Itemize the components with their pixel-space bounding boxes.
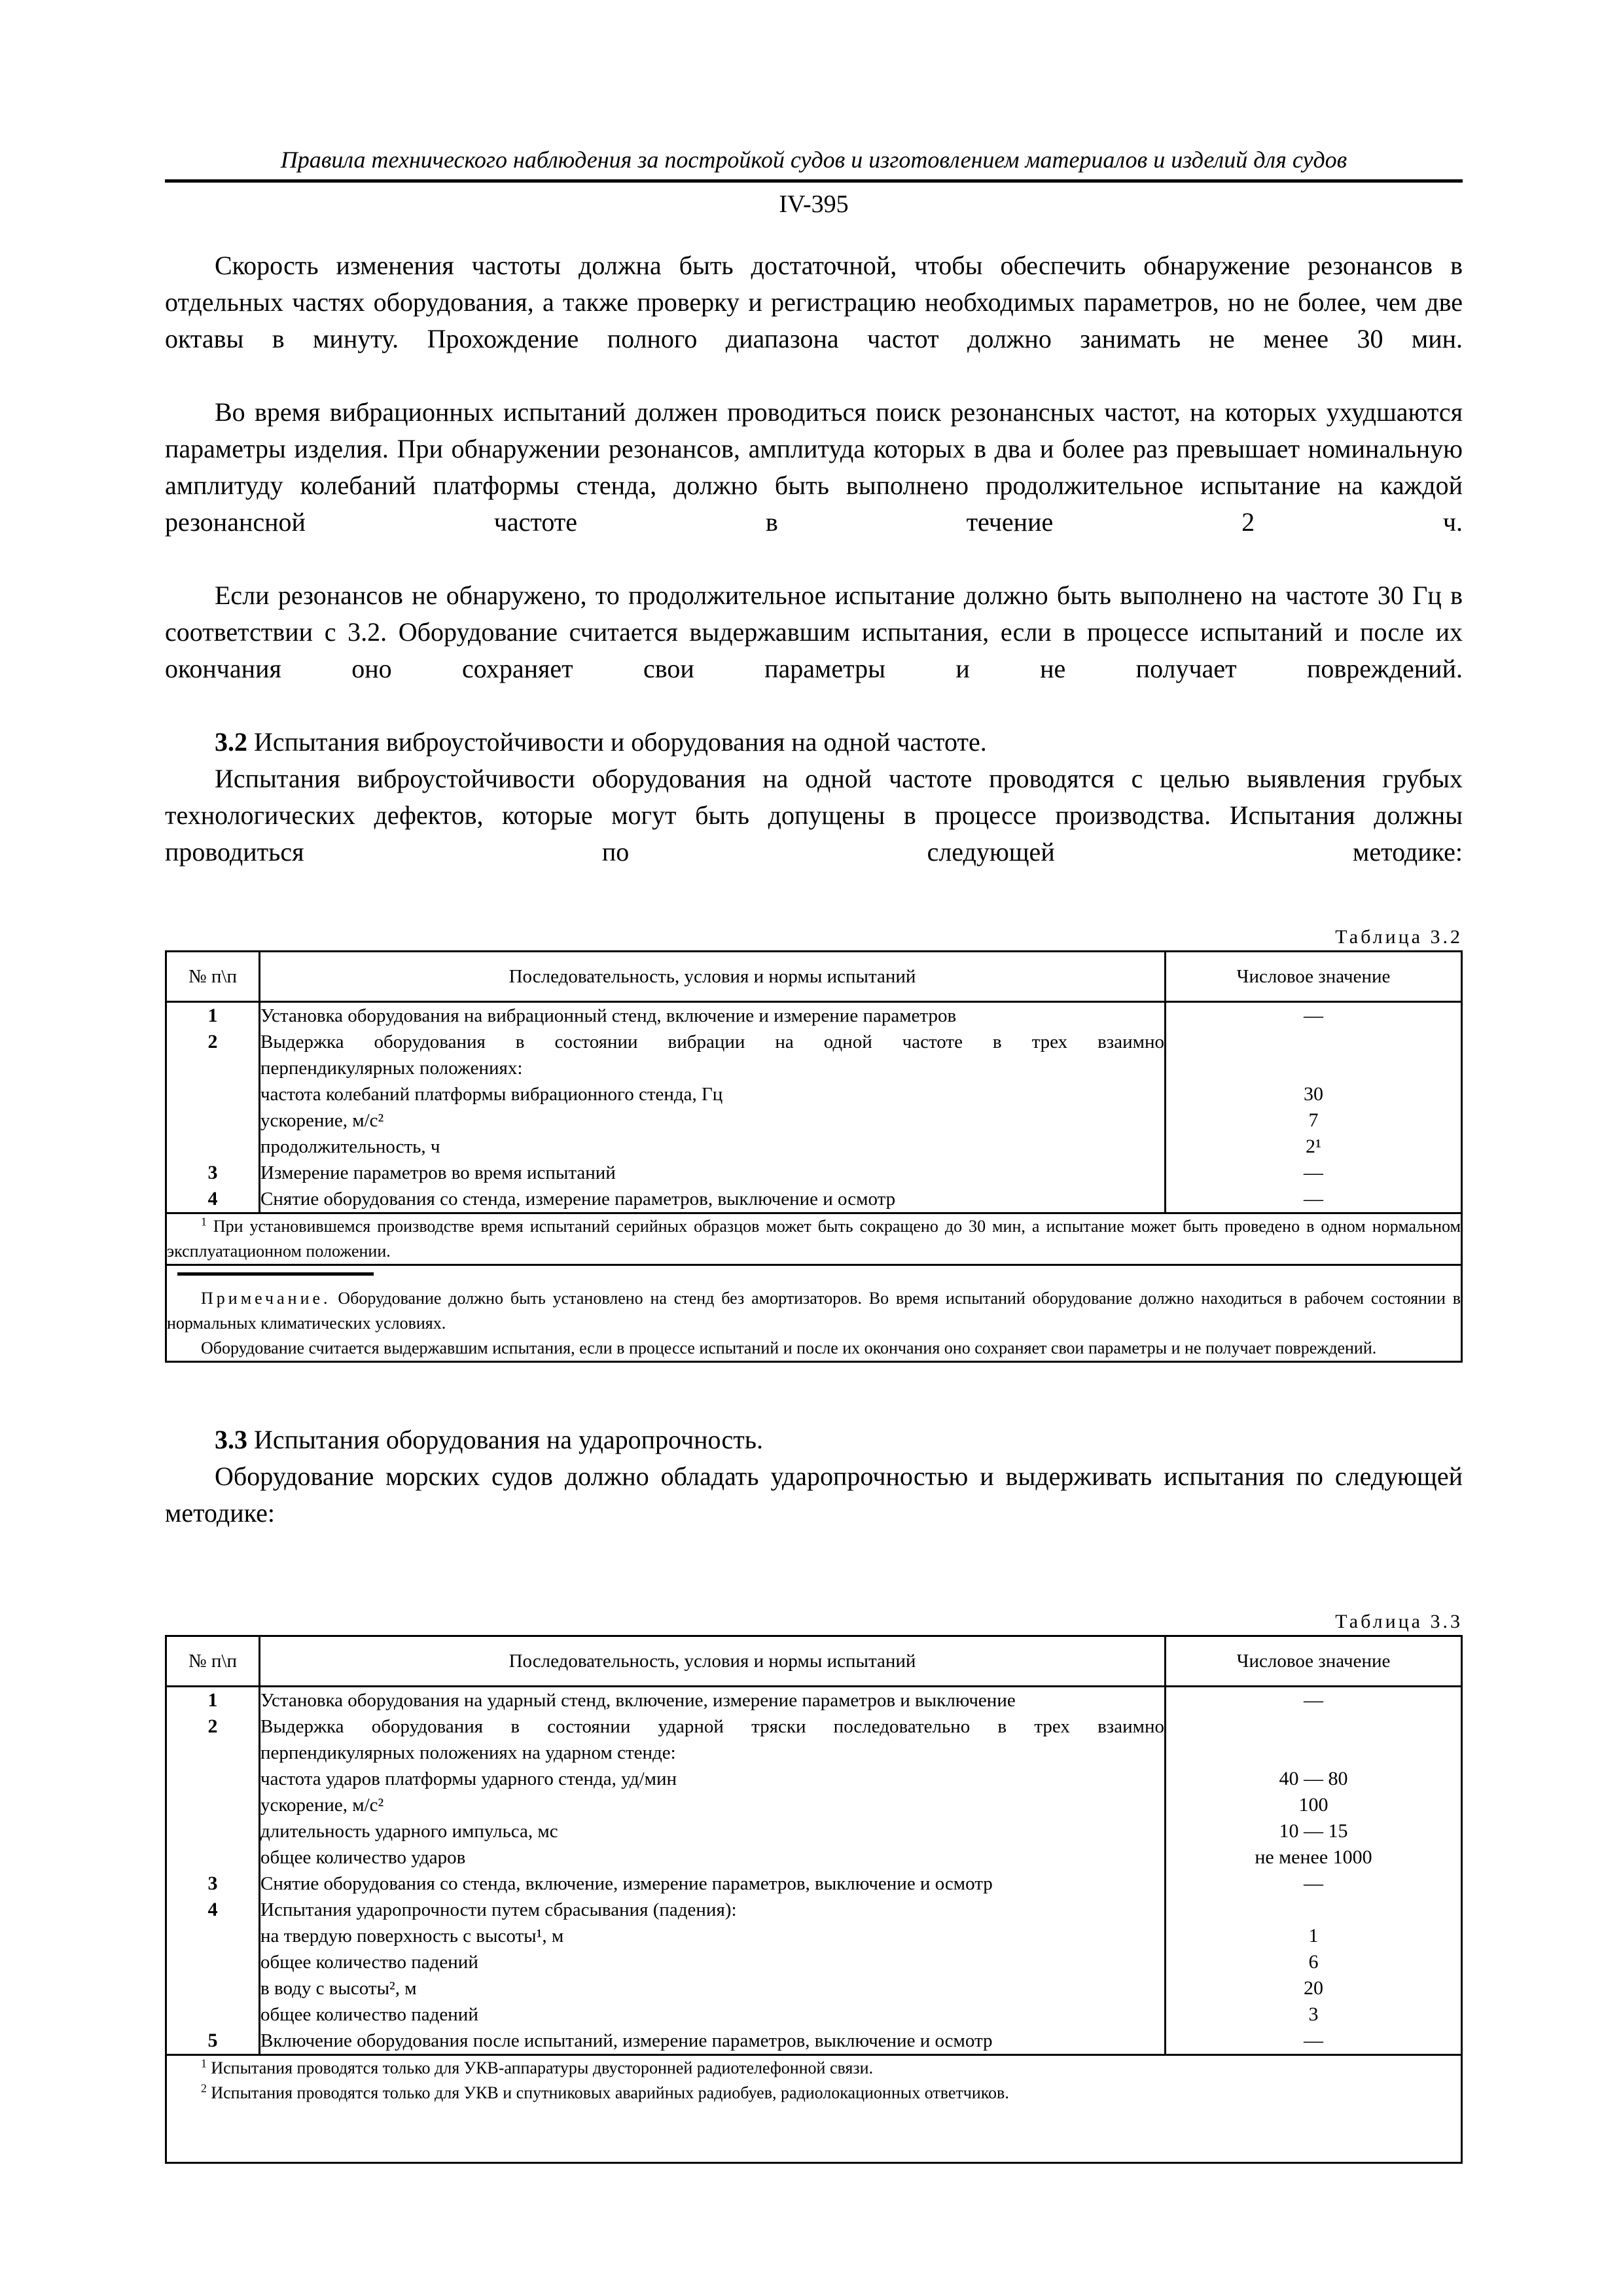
row-number-spacer: [167, 1766, 259, 1792]
note-first-paragraph: [167, 1286, 1461, 1336]
header-rule: [165, 179, 1463, 183]
row-number: 1: [207, 1689, 218, 1711]
value-line: 3: [1308, 2003, 1319, 2025]
table-3-2-note-row: [166, 1265, 1462, 1362]
value-line: —: [1304, 2030, 1323, 2051]
section-3-2-heading-text: Испытания виброустойчивости и оборудования на одной частоте.: [254, 727, 987, 757]
sequence-line: Выдержка оборудования в состоянии ударной тряски последовательно в трех взаимно: [260, 1716, 1164, 1737]
sequence-line: частота колебаний платформы вибрационного стенда, Гц: [260, 1084, 723, 1105]
note-block: [167, 1286, 1461, 1361]
value-line-blank: [1166, 1713, 1461, 1740]
table-3-2-header-row: [166, 952, 1462, 1002]
value-line: 7: [1308, 1109, 1319, 1131]
row-number-spacer: [167, 1975, 259, 2001]
row-number: 3: [207, 1162, 218, 1183]
running-head-title: Правила технического наблюдения за постройкой судов и изготовлением материалов и изделий для судов: [280, 147, 1347, 173]
section-3-3-number: 3.3: [215, 1425, 247, 1454]
footnote-marker: 2: [201, 2081, 207, 2095]
table-3-2-value-cell: [1166, 1002, 1462, 1213]
value-line-blank: [1166, 1740, 1461, 1766]
document-page: [165, 0, 1463, 2296]
table-3-3-col-no: № п\п: [166, 1636, 260, 1687]
value-line: 2¹: [1306, 1136, 1321, 1157]
table-3-3-caption: Таблица 3.3: [1335, 1611, 1463, 1632]
table-3-3-sequence-cell: [260, 1687, 1166, 2055]
sequence-line: Установка оборудования на ударный стенд, включение, измерение параметров и выключение: [260, 1690, 1016, 1711]
value-line: —: [1304, 1873, 1323, 1894]
section-3-2-paragraph: Испытания виброустойчивости оборудования на одной частоте проводятся с целью выявления грубых технологических дефектов, которые могут быть допущены в процессе производства. Испытания должны проводиться по следующей методике:: [165, 764, 1463, 867]
sequence-line: продолжительность, ч: [260, 1136, 440, 1157]
sequence-line: перпендикулярных положениях на ударном стенде:: [260, 1742, 676, 1763]
row-number: 3: [207, 1873, 218, 1894]
value-line: 1: [1308, 1925, 1319, 1946]
paragraph-1: Скорость изменения частоты должна быть достаточной, чтобы обеспечить обнаружение резонансов в отдельных частях оборудования, а также проверку и регистрацию необходимых параметров, но не более, чем две октавы в минуту. Прохождение полного диапазона частот должно занимать не менее 30 мин.: [165, 251, 1463, 353]
table-3-2-caption: Таблица 3.2: [1335, 926, 1463, 948]
row-number-spacer: [167, 1949, 259, 1975]
table-3-2-footnote-row: [166, 1213, 1462, 1265]
footnote-text: Испытания проводятся только для УКВ-аппаратуры двусторонней радиотелефонной связи.: [211, 2058, 874, 2077]
table-3-3-footnote-row: [166, 2055, 1462, 2163]
section-3-2-heading: [165, 724, 1463, 761]
note-label: Примечание.: [201, 1289, 331, 1308]
spacer: [165, 907, 1463, 924]
row-number-spacer: [167, 1107, 259, 1134]
table-3-3-value-cell: [1166, 1687, 1462, 2055]
table-3-2: [165, 950, 1463, 1363]
table-3-3-col-sequence: Последовательность, условия и нормы испытаний: [260, 1636, 1166, 1687]
table-3-3-footnote-2: [167, 2081, 1461, 2106]
sequence-line: в воду с высоты², м: [260, 1978, 417, 1999]
value-line: 100: [1298, 1794, 1329, 1816]
row-number-spacer: [167, 1923, 259, 1949]
value-line: 10 — 15: [1279, 1820, 1348, 1842]
table-3-2-col-value: Числовое значение: [1166, 952, 1462, 1002]
section-3-3-heading-text: Испытания оборудования на ударопрочность.: [254, 1425, 763, 1454]
sequence-line: длительность ударного импульса, мс: [260, 1821, 558, 1842]
section-3-3-heading: [165, 1422, 1463, 1458]
spacer: [165, 1363, 1463, 1422]
table-3-3-body-row: [166, 1687, 1462, 2055]
sequence-line: ускорение, м/с²: [260, 1110, 384, 1131]
value-line: —: [1304, 1162, 1323, 1183]
row-number-spacer: [167, 1055, 259, 1081]
table-3-3: [165, 1635, 1463, 2164]
table-3-3-numbers-cell: [166, 1687, 260, 2055]
document-body: [165, 247, 1463, 2164]
sequence-line: перпендикулярных положениях:: [260, 1058, 523, 1079]
row-number: 5: [207, 2030, 218, 2051]
sequence-line: на твердую поверхность с высоты¹, м: [260, 1926, 564, 1946]
row-number-spacer: [167, 1792, 259, 1818]
row-number: 2: [207, 1031, 218, 1052]
row-number: 2: [207, 1715, 218, 1737]
table-3-2-col-sequence: Последовательность, условия и нормы испытаний: [260, 952, 1166, 1002]
paragraph-3: Если резонансов не обнаружено, то продолжительное испытание должно быть выполнено на частоте 30 Гц в соответствии с 3.2. Оборудование считается выдержавшим испытания, если в процессе испытаний и после их окончания оно сохраняет свои параметры и не получает повреждений.: [165, 581, 1463, 683]
table-3-2-sequence-cell: [260, 1002, 1166, 1213]
sequence-line: Включение оборудования после испытаний, измерение параметров, выключение и осмотр: [260, 2030, 993, 2051]
row-number-spacer: [167, 1844, 259, 1871]
footnote-text: При установившемся производстве время испытаний серийных образцов может быть сокращено до 30 мин, а испытание может быть проведено в одном нормальном эксплуатационном положении.: [167, 1217, 1461, 1261]
table-3-3-footnote-cell: [166, 2055, 1462, 2163]
sequence-line: Измерение параметров во время испытаний: [260, 1162, 616, 1183]
spacer: [165, 1568, 1463, 1609]
value-line-blank: [1166, 1897, 1461, 1923]
table-3-2-numbers-cell: [166, 1002, 260, 1213]
sequence-line: общее количество падений: [260, 2004, 478, 2025]
sequence-line: Установка оборудования на вибрационный стенд, включение и измерение параметров: [260, 1005, 957, 1026]
section-3-3-paragraph: Оборудование морских судов должно обладать ударопрочностью и выдерживать испытания по следующей методике:: [165, 1462, 1463, 1528]
paragraph-2: Во время вибрационных испытаний должен проводиться поиск резонансных частот, на которых ухудшаются параметры изделия. При обнаружении резонансов, амплитуда которых в два и более раз превышает номинальную амплитуду колебаний платформы стенда, должно быть выполнено продолжительное испытание на каждой резонансной частоте в течение 2 ч.: [165, 397, 1463, 537]
value-line: 30: [1304, 1083, 1323, 1105]
row-number-spacer: [167, 1818, 259, 1844]
value-line: 20: [1304, 1977, 1323, 1999]
sequence-line: ускорение, м/с²: [260, 1795, 384, 1816]
footnote-marker: 1: [201, 2056, 207, 2070]
row-number-spacer: [167, 1081, 259, 1107]
value-line: 40 — 80: [1279, 1768, 1348, 1789]
footnote-marker: 1: [201, 1215, 207, 1229]
table-3-2-footnote-cell: [166, 1213, 1462, 1265]
row-number: 4: [207, 1899, 218, 1920]
table-3-3-header-row: [166, 1636, 1462, 1687]
table-3-3-col-value: Числовое значение: [1166, 1636, 1462, 1687]
table-3-2-col-no: № п\п: [166, 952, 260, 1002]
sequence-line: Снятие оборудования со стенда, измерение параметров, выключение и осмотр: [260, 1189, 896, 1210]
value-line: —: [1304, 1005, 1323, 1026]
table-3-2-note-cell: [166, 1265, 1462, 1362]
note-separator-rule: [177, 1272, 374, 1276]
sequence-line: частота ударов платформы ударного стенда, уд/мин: [260, 1768, 677, 1789]
note-second-paragraph: Оборудование считается выдержавшим испытания, если в процессе испытаний и после их окончания оно сохраняет свои параметры и не получает повреждений.: [201, 1338, 1377, 1357]
sequence-line: Снятие оборудования со стенда, включение, измерение параметров, выключение и осмотр: [260, 1873, 993, 1894]
sequence-line: общее количество падений: [260, 1952, 478, 1973]
value-line: 6: [1308, 1951, 1319, 1973]
table-3-2-body-row: [166, 1002, 1462, 1213]
table-3-3-footnote-1: [167, 2056, 1461, 2081]
value-line-blank: [1166, 1055, 1461, 1081]
table-3-2-footnote: [167, 1214, 1461, 1264]
page-folio: IV-395: [779, 190, 849, 218]
value-line: —: [1304, 1689, 1323, 1711]
row-number: 4: [207, 1188, 218, 1210]
row-number: 1: [207, 1005, 218, 1026]
sequence-line: Выдержка оборудования в состоянии вибрации на одной частоте в трех взаимно: [260, 1031, 1164, 1052]
note-text: Оборудование должно быть установлено на стенд без амортизаторов. Во время испытаний оборудование должно находиться в рабочем состоянии в нормальных климатических условиях.: [167, 1289, 1461, 1333]
sequence-line: общее количество ударов: [260, 1847, 466, 1868]
value-line-blank: [1166, 1029, 1461, 1055]
footnote-text: Испытания проводятся только для УКВ и спутниковых аварийных радиобуев, радиолокационных ответчиков.: [211, 2083, 1009, 2102]
value-line: не менее 1000: [1255, 1846, 1372, 1868]
sequence-line: Испытания ударопрочности путем сбрасывания (падения):: [260, 1899, 737, 1920]
row-number-spacer: [167, 2001, 259, 2028]
row-number-spacer: [167, 1134, 259, 1160]
section-3-2-number: 3.2: [215, 727, 247, 757]
value-line: —: [1304, 1188, 1323, 1210]
row-number-spacer: [167, 1740, 259, 1766]
